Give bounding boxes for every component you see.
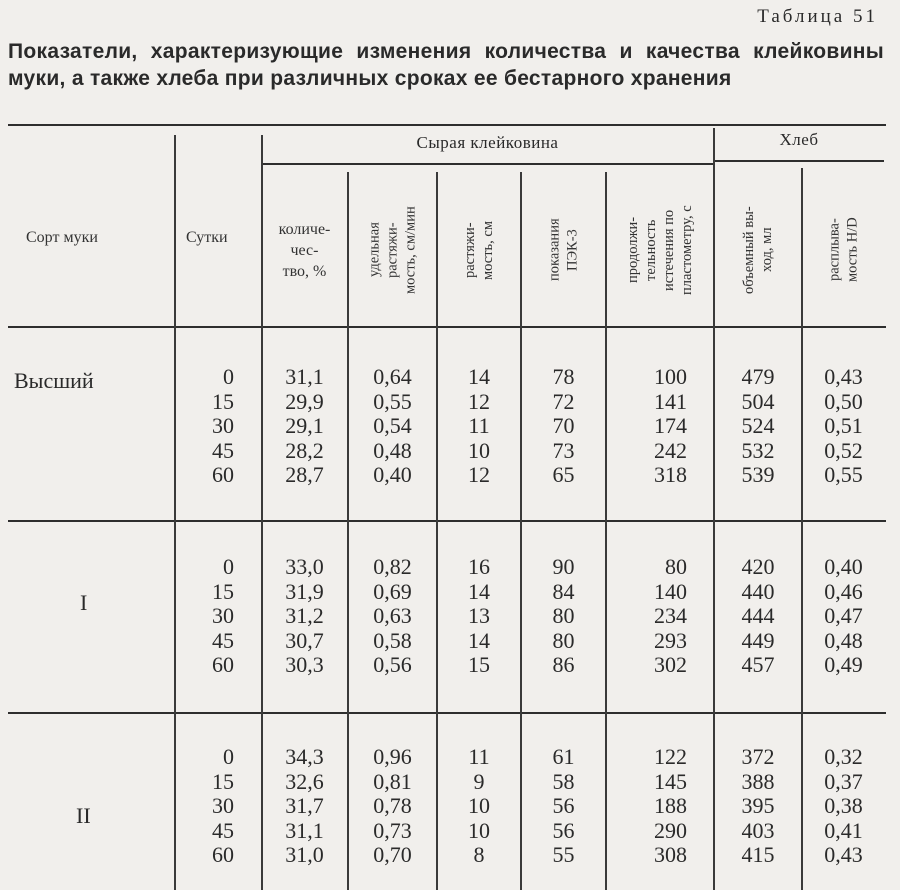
pek-column (522, 365, 605, 488)
table-cell: 80 (552, 627, 575, 653)
extensibility-column (438, 745, 520, 868)
table-cell: 372 (741, 744, 775, 769)
table-cell: 242 (654, 437, 687, 463)
table-cell: 141 (654, 388, 687, 414)
table-cell: 100 (654, 364, 687, 389)
days-column (178, 555, 234, 678)
table-cell: 0,49 (824, 652, 863, 677)
rule-group-2 (8, 712, 886, 714)
table-cell: 0,82 (373, 554, 412, 579)
table-cell: 29,9 (285, 388, 324, 414)
header-volume: объемный вы- ход, мл (741, 206, 775, 294)
table-cell: 0,64 (373, 364, 412, 389)
table-cell: 33,0 (285, 554, 324, 579)
table-cell: 0,58 (373, 627, 412, 653)
table-cell: 532 (741, 437, 775, 463)
header-spread: расплыва- мость H/D (826, 217, 861, 283)
header-quantity: количе- чес- тво, % (278, 220, 331, 280)
table-cell: 0,37 (824, 768, 863, 794)
header-pek: показания ПЭК-3 (546, 218, 581, 282)
table-cell: 31,1 (285, 364, 324, 389)
table-cell: 293 (654, 627, 687, 653)
table-cell: 234 (654, 603, 687, 628)
table-cell: 0,32 (824, 744, 863, 769)
table-cell: 28,7 (285, 462, 324, 487)
table-cell: 10 (468, 793, 490, 818)
table-cell: 16 (468, 554, 490, 579)
table-cell: 70 (552, 413, 575, 438)
table-cell: 0,43 (824, 842, 863, 867)
table-cell: 65 (552, 462, 575, 487)
table-cell: 145 (654, 768, 687, 794)
rule-gluten-group (262, 163, 714, 165)
table-cell: 0,55 (824, 462, 863, 487)
table-cell: 0,70 (373, 842, 412, 867)
header-duration: продолжи- тельность истечения по пластометру, с (625, 205, 695, 295)
table-cell: 60 (212, 462, 234, 487)
table-cell: 12 (468, 462, 490, 487)
days-column (178, 365, 234, 488)
table-cell: 72 (552, 388, 575, 414)
table-cell: 60 (212, 652, 234, 677)
duration-column (607, 365, 687, 488)
table-cell: 0,40 (824, 554, 863, 579)
table-cell: 90 (552, 554, 575, 579)
days-column (178, 745, 234, 868)
table-cell: 395 (741, 793, 775, 818)
table-cell: 0,52 (824, 437, 863, 463)
table-cell: 11 (468, 744, 490, 769)
group-sort-label: Высший (14, 368, 94, 393)
header-specific-extensibility: удельная растяжи- мость, см/мин (366, 206, 419, 294)
header-days: Сутки (186, 229, 228, 246)
table-cell: 45 (212, 437, 234, 463)
vrule-1 (174, 135, 176, 890)
specific-ext-column (349, 745, 436, 868)
table-cell: 61 (552, 744, 575, 769)
table-cell: 539 (741, 462, 775, 487)
table-cell: 80 (552, 603, 575, 628)
header-extensibility: растяжи- мость, см (462, 220, 496, 280)
table-cell: 14 (468, 364, 490, 389)
table-cell: 415 (741, 842, 775, 867)
duration-column (607, 555, 687, 678)
table-cell: 0,81 (373, 768, 412, 794)
table-cell: 0,63 (373, 603, 412, 628)
table-cell: 45 (212, 817, 234, 843)
table-cell: 15 (212, 388, 234, 414)
table-cell: 0,40 (373, 462, 412, 487)
pek-column (522, 555, 605, 678)
table-cell: 73 (552, 437, 575, 463)
table-cell: 56 (552, 817, 575, 843)
table-cell: 80 (665, 554, 687, 579)
table-cell: 420 (741, 554, 775, 579)
table-cell: 31,7 (285, 793, 324, 818)
table-title: Показатели, характеризующие изменения количества и качества клейковины муки, а также хлеба при различных сроках ее бестарного хранения (8, 40, 884, 90)
table-cell: 11 (468, 413, 490, 438)
table-cell: 0,48 (824, 627, 863, 653)
table-cell: 504 (741, 388, 775, 414)
table-cell: 449 (741, 627, 775, 653)
table-cell: 31,1 (285, 817, 324, 843)
table-cell: 56 (552, 793, 575, 818)
volume-column (715, 745, 801, 868)
table-cell: 45 (212, 627, 234, 653)
table-cell: 84 (552, 578, 575, 604)
table-cell: 0,73 (373, 817, 412, 843)
table-cell: 0,69 (373, 578, 412, 604)
table-cell: 13 (468, 603, 490, 628)
table-cell: 308 (654, 842, 687, 867)
volume-column (715, 555, 801, 678)
table-cell: 78 (552, 364, 575, 389)
group-sort-label: I (80, 590, 88, 615)
table-cell: 0,41 (824, 817, 863, 843)
pek-column (522, 745, 605, 868)
table-cell: 58 (552, 768, 575, 794)
table-cell: 31,2 (285, 603, 324, 628)
table-cell: 15 (468, 652, 490, 677)
table-cell: 0,51 (824, 413, 863, 438)
table-cell: 86 (552, 652, 575, 677)
table-cell: 188 (654, 793, 687, 818)
table-cell: 10 (468, 817, 490, 843)
table-cell: 31,0 (285, 842, 324, 867)
table-cell: 0,46 (824, 578, 863, 604)
table-cell: 10 (468, 437, 490, 463)
table-cell: 0,43 (824, 364, 863, 389)
header-sort: Сорт муки (26, 229, 98, 246)
duration-column (607, 745, 687, 868)
table-cell: 524 (741, 413, 775, 438)
rule-header-bottom (8, 326, 886, 328)
table-cell: 30 (212, 413, 234, 438)
table-cell: 318 (654, 462, 687, 487)
table-cell: 479 (741, 364, 775, 389)
table-cell: 14 (468, 578, 490, 604)
rule-group-1 (8, 520, 886, 522)
table-cell: 9 (473, 768, 485, 794)
table-cell: 31,9 (285, 578, 324, 604)
table-cell: 29,1 (285, 413, 324, 438)
group-sort-label: II (76, 803, 91, 828)
quantity-column (262, 365, 347, 488)
table-cell: 0,47 (824, 603, 863, 628)
quantity-column (262, 555, 347, 678)
table-cell: 15 (212, 578, 234, 604)
table-cell: 403 (741, 817, 775, 843)
table-cell: 0 (223, 554, 234, 579)
table-cell: 30 (212, 793, 234, 818)
table-cell: 28,2 (285, 437, 324, 463)
table-cell: 12 (468, 388, 490, 414)
table-cell: 457 (741, 652, 775, 677)
table-cell: 32,6 (285, 768, 324, 794)
rule-top (8, 124, 886, 126)
rule-bread-group (714, 160, 884, 162)
table-cell: 30 (212, 603, 234, 628)
table-cell: 302 (654, 652, 687, 677)
spread-column (803, 365, 884, 488)
specific-ext-column (349, 365, 436, 488)
table-cell: 34,3 (285, 744, 324, 769)
table-cell: 0,48 (373, 437, 412, 463)
table-cell: 444 (741, 603, 775, 628)
table-cell: 30,3 (285, 652, 324, 677)
table-cell: 174 (654, 413, 687, 438)
table-cell: 0,56 (373, 652, 412, 677)
table-cell: 0,50 (824, 388, 863, 414)
extensibility-column (438, 555, 520, 678)
table-cell: 0 (223, 364, 234, 389)
table-cell: 30,7 (285, 627, 324, 653)
table-cell: 440 (741, 578, 775, 604)
table-cell: 0,55 (373, 388, 412, 414)
quantity-column (262, 745, 347, 868)
header-bread-group: Хлеб (779, 130, 819, 149)
table-cell: 0,54 (373, 413, 412, 438)
table-cell: 15 (212, 768, 234, 794)
table-cell: 122 (654, 744, 687, 769)
table-cell: 290 (654, 817, 687, 843)
table-cell: 60 (212, 842, 234, 867)
table-cell: 0,96 (373, 744, 412, 769)
table-number: Таблица 51 (757, 6, 878, 27)
extensibility-column (438, 365, 520, 488)
spread-column (803, 555, 884, 678)
table-cell: 55 (552, 842, 575, 867)
table-cell: 0,78 (373, 793, 412, 818)
spread-column (803, 745, 884, 868)
specific-ext-column (349, 555, 436, 678)
table-cell: 388 (741, 768, 775, 794)
table-cell: 0,38 (824, 793, 863, 818)
header-gluten-group: Сырая клейковина (416, 133, 559, 152)
volume-column (715, 365, 801, 488)
table-cell: 8 (473, 842, 485, 867)
table-cell: 140 (654, 578, 687, 604)
table-cell: 14 (468, 627, 490, 653)
table-cell: 0 (223, 744, 234, 769)
